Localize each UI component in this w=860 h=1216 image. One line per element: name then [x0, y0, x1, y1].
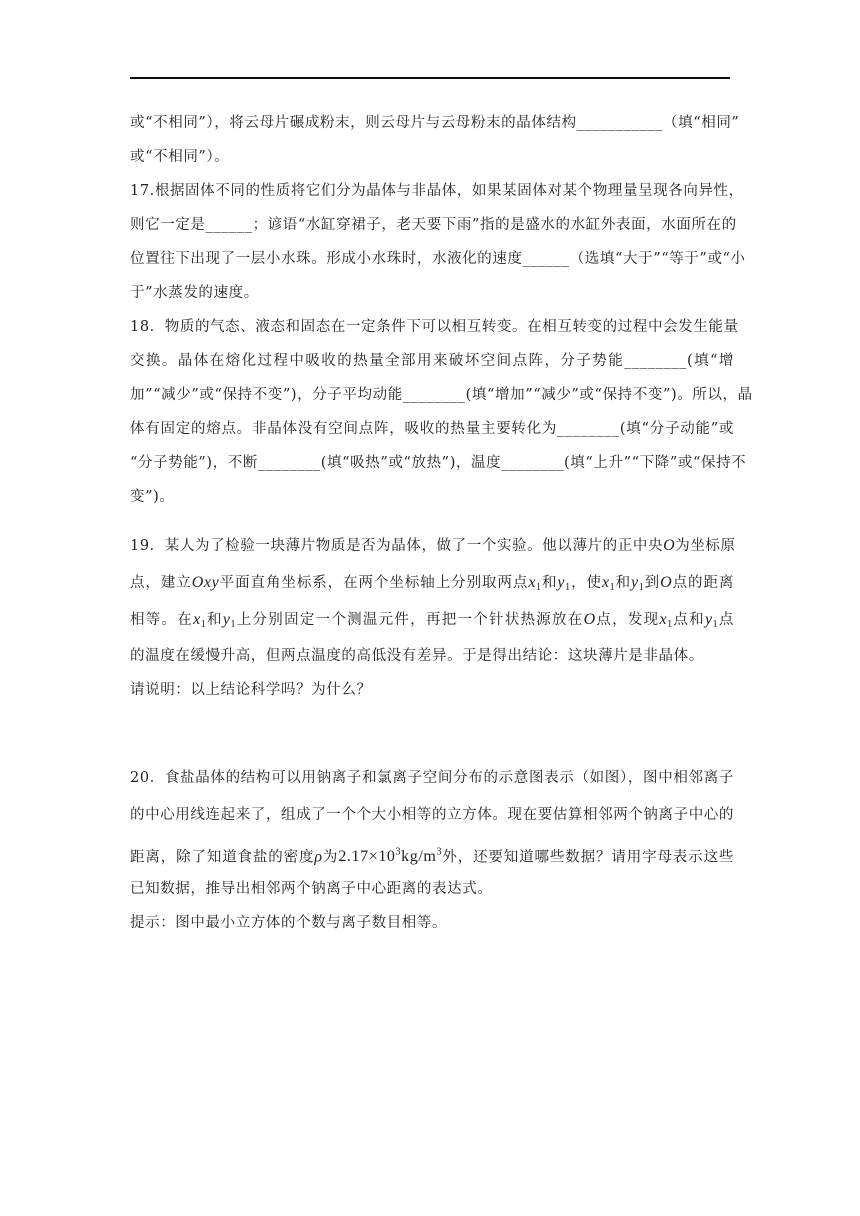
text-line: 已知数据，推导出相邻两个钠离子中心距离的表达式。 — [130, 881, 493, 897]
text-line: 20．食盐晶体的结构可以用钠离子和氯离子空间分布的示意图表示（如图），图中相邻离子 — [130, 770, 734, 786]
text-line: 请说明：以上结论科学吗？为什么？ — [130, 682, 372, 698]
text-line: 加”“减少”或“保持不变”)，分子平均动能________(填“增加”“减少”或“保持不变”)。所以，晶 — [130, 387, 753, 403]
math-symbol: $x_1$ — [193, 611, 207, 630]
math-symbol: $x_1$ — [659, 611, 673, 630]
text-line: 17.根据固体不同的性质将它们分为晶体与非晶体，如果某固体对某个物理量呈现各向异性， — [130, 183, 744, 199]
text-line: 位置往下出现了一层小水珠。形成小水珠时，水液化的速度______（选填“大于”“等于”或“小 — [130, 251, 746, 267]
text-line: 于”水蒸发的速度。 — [130, 285, 259, 301]
math-symbol: $y_1$ — [631, 574, 645, 593]
question-19 — [130, 527, 734, 705]
math-symbol: ρ — [314, 848, 323, 866]
math-symbol: Oxy — [191, 574, 220, 591]
math-symbol: $y_1$ — [557, 574, 571, 593]
math-symbol: O — [583, 611, 596, 628]
math-symbol: O — [660, 574, 673, 591]
text-line: 或“不相同”），将云母片碾成粉末，则云母片与云母粉末的晶体结构___________（填“相同” — [130, 115, 740, 131]
text-line: 或“不相同”）。 — [130, 149, 230, 165]
question-17 — [130, 174, 746, 310]
text-line: 距离，除了知道食盐的密度ρ为$2.17\times 10^3kg/m^3$外，还要知道哪些数据？请用字母表示这些 — [130, 847, 734, 866]
math-symbol: O — [663, 537, 676, 554]
math-symbol: $x_1$ — [528, 574, 542, 593]
math-symbol: $y_1$ — [704, 611, 719, 630]
text-line: 体有固定的熔点。非晶体没有空间点阵，吸收的热量主要转化为________(填“分子动能”或 — [130, 421, 734, 437]
math-symbol: $x_1$ — [601, 574, 616, 593]
question-16-tail — [130, 106, 740, 174]
question-20 — [130, 760, 734, 938]
text-line: 提示：图中最小立方体的个数与离子数目相等。 — [130, 915, 448, 931]
text-line: 18．物质的气态、液态和固态在一定条件下可以相互转变。在相互转变的过程中会发生能量 — [130, 319, 739, 335]
text-line: 相等。在$x_1$和$y_1$上分别固定一个测温元件，再把一个针状热源放在O点，发现$x_1$点和$y_1$点 — [130, 611, 735, 630]
text-line: 的中心用线连起来了，组成了一个个大小相等的立方体。现在要估算相邻两个钠离子中心的 — [130, 807, 734, 823]
text-line: 变”)。 — [130, 489, 175, 505]
question-18 — [130, 310, 753, 514]
density-value: $2.17\times 10^3kg/m^3$ — [338, 847, 443, 866]
text-line: “分子势能”)，不断________(填“吸热”或“放热”)，温度________(填“上升”“下降”或“保持不 — [130, 455, 747, 471]
math-symbol: $y_1$ — [222, 611, 237, 630]
text-line: 的温度在缓慢升高，但两点温度的高低没有差异。于是得出结论：这块薄片是非晶体。 — [130, 648, 704, 664]
header-rule — [130, 77, 730, 79]
text-line: 交换。晶体在熔化过程中吸收的热量全部用来破坏空间点阵，分子势能________(填“增 — [130, 353, 734, 369]
text-line: 则它一定是______；谚语“水缸穿裙子，老天要下雨”指的是盛水的水缸外表面，水面所在的 — [130, 217, 737, 233]
text-line: 19．某人为了检验一块薄片物质是否为晶体，做了一个实验。他以薄片的正中央O为坐标原 — [130, 537, 736, 554]
text-line: 点，建立Oxy平面直角坐标系，在两个坐标轴上分别取两点$x_1$和$y_1$，使$x_1$和$y_1$到O点的距离 — [130, 574, 735, 593]
